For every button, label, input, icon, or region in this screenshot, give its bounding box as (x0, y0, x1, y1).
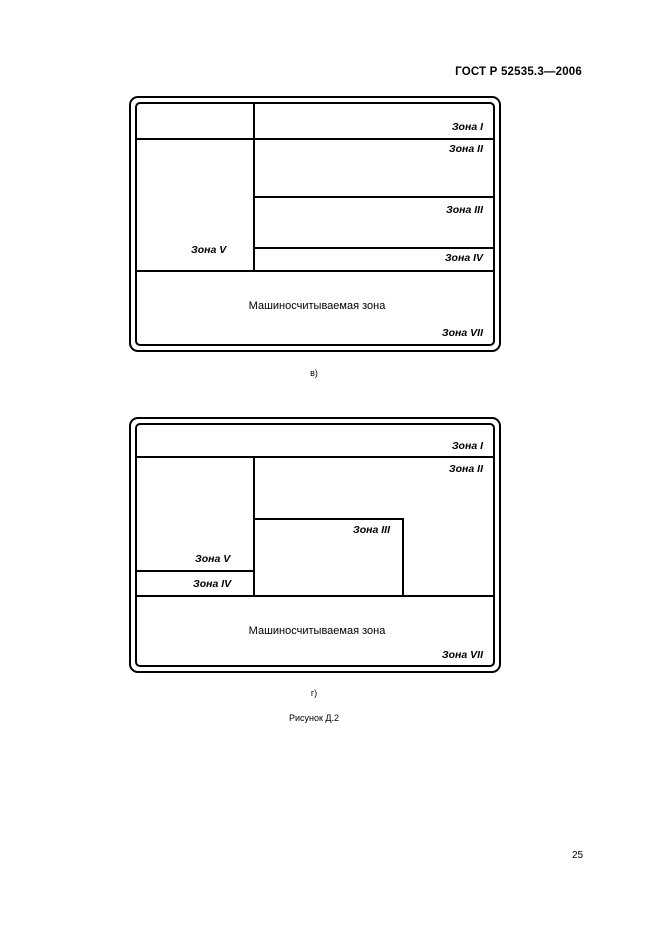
card-diagram-v-inner (135, 102, 495, 346)
card-diagram-g (129, 417, 501, 673)
card-diagram-v (129, 96, 501, 352)
machine-readable-zone-label: Машиносчитываемая зона (248, 625, 386, 637)
divider-zone-i (137, 456, 493, 458)
card-diagram-g-inner (135, 423, 495, 667)
zone-iii-label: Зона III (445, 204, 483, 216)
divider-zone-ii-iii (254, 196, 493, 198)
zone-iv-label: Зона IV (444, 252, 483, 264)
figure-v-label: в) (310, 368, 318, 378)
zone-i-label: Зона I (451, 440, 483, 452)
zone-v-label: Зона V (191, 244, 227, 256)
zone-ii-label: Зона II (448, 143, 483, 155)
machine-readable-zone-label: Машиносчитываемая зона (248, 300, 386, 312)
divider-zone-iii-top (254, 518, 404, 520)
divider-mrz (137, 270, 493, 272)
document-standard-number: ГОСТ Р 52535.3—2006 (455, 66, 582, 78)
zone-iv-label: Зона IV (193, 578, 232, 590)
divider-zone-v (253, 104, 255, 270)
zone-vii-label: Зона VII (441, 327, 483, 339)
zone-iii-label: Зона III (353, 524, 391, 536)
zone-i-label: Зона I (451, 121, 483, 133)
page-number: 25 (572, 850, 584, 861)
divider-zone-i (137, 138, 493, 140)
zone-ii-label: Зона II (448, 463, 483, 475)
divider-zone-iii-iv (254, 247, 493, 249)
zone-vii-label: Зона VII (441, 649, 483, 661)
divider-mrz (137, 595, 493, 597)
figure-caption: Рисунок Д.2 (288, 713, 340, 723)
divider-zone-v (253, 457, 255, 595)
figure-g-label: г) (310, 688, 318, 698)
divider-zone-iii-right (402, 518, 404, 595)
zone-v-label: Зона V (195, 553, 231, 565)
divider-zone-v-iv (137, 570, 254, 572)
